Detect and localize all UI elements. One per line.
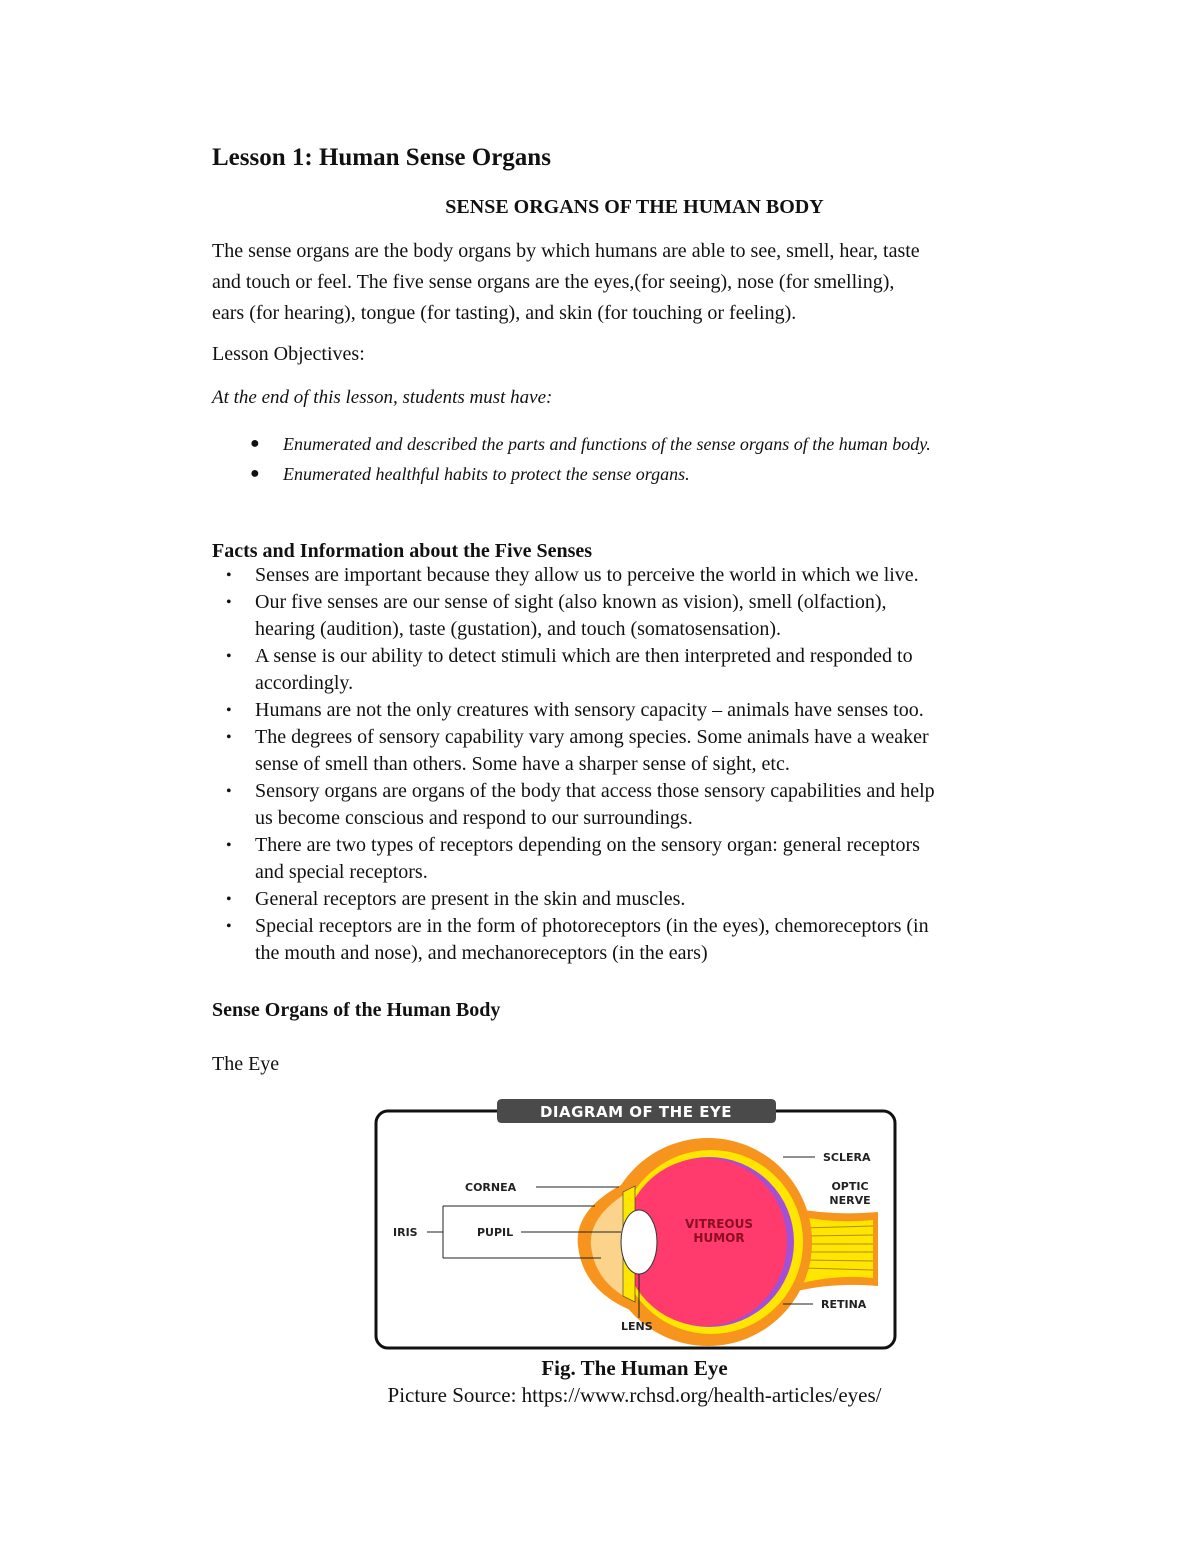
- intro-line: The sense organs are the body organs by which humans are able to see, smell, hear, taste: [212, 240, 920, 262]
- fact-item: [212, 724, 1092, 778]
- facts-heading: Facts and Information about the Five Senses: [212, 540, 593, 562]
- lesson-title: Lesson 1: Human Sense Organs: [212, 144, 551, 171]
- figure-caption: Fig. The Human Eye: [541, 1356, 728, 1380]
- fact-item: [212, 589, 1092, 643]
- fact-line: the mouth and nose), and mechanoreceptors (in the ears): [255, 942, 708, 964]
- vitreous-label-2: HUMOR: [693, 1231, 745, 1245]
- fact-line: There are two types of receptors depending on the sensory organ: general receptors: [255, 834, 920, 856]
- objectives-intro: At the end of this lesson, students must have:: [212, 387, 553, 408]
- label-optic-nerve-1: OPTIC: [831, 1180, 869, 1193]
- bullet-icon: •: [226, 567, 232, 584]
- label-iris: IRIS: [393, 1226, 418, 1239]
- label-pupil: PUPIL: [477, 1226, 514, 1239]
- intro-paragraph: [212, 236, 1092, 329]
- bullet-icon: •: [226, 918, 232, 935]
- fact-item: [212, 913, 1092, 967]
- fact-line: hearing (audition), taste (gustation), and touch (somatosensation).: [255, 618, 781, 640]
- section-heading: SENSE ORGANS OF THE HUMAN BODY: [445, 196, 824, 218]
- fact-line: Special receptors are in the form of photoreceptors (in the eyes), chemoreceptors (in: [255, 915, 929, 937]
- lens-shape: [621, 1210, 657, 1274]
- label-optic-nerve-2: NERVE: [829, 1194, 871, 1207]
- intro-line: ears (for hearing), tongue (for tasting), and skin (for touching or feeling).: [212, 302, 797, 324]
- objectives-label: Lesson Objectives:: [212, 343, 365, 365]
- fact-line: us become conscious and respond to our surroundings.: [255, 807, 693, 829]
- objectives-list: [212, 432, 1032, 492]
- fact-item: [212, 562, 1092, 589]
- vitreous-label-1: VITREOUS: [685, 1217, 753, 1231]
- eye-subheading: The Eye: [212, 1053, 280, 1075]
- fact-item: [212, 778, 1092, 832]
- label-sclera: SCLERA: [823, 1151, 871, 1164]
- objective-text: Enumerated and described the parts and functions of the sense organs of the human body.: [283, 434, 931, 454]
- fact-item: [212, 886, 1092, 913]
- bullet-icon: •: [226, 891, 232, 908]
- figure-source: Picture Source: https://www.rchsd.org/health-articles/eyes/: [387, 1383, 882, 1407]
- bullet-icon: ●: [250, 465, 260, 482]
- fact-line: General receptors are present in the skin and muscles.: [255, 888, 686, 910]
- intro-line: and touch or feel. The five sense organs are the eyes,(for seeing), nose (for smelling),: [212, 271, 895, 293]
- fact-line: Senses are important because they allow us to perceive the world in which we live.: [255, 564, 919, 586]
- bullet-icon: •: [226, 702, 232, 719]
- fact-line: The degrees of sensory capability vary among species. Some animals have a weaker: [255, 726, 929, 748]
- fact-line: and special receptors.: [255, 861, 428, 883]
- label-cornea: CORNEA: [465, 1181, 517, 1194]
- fact-line: accordingly.: [255, 672, 354, 694]
- facts-list: [212, 562, 1092, 967]
- bullet-icon: •: [226, 783, 232, 800]
- bullet-icon: •: [226, 648, 232, 665]
- bullet-icon: ●: [250, 435, 260, 452]
- eye-diagram: [373, 1096, 899, 1352]
- fact-item: [212, 643, 1092, 697]
- bullet-icon: •: [226, 594, 232, 611]
- bullet-icon: •: [226, 837, 232, 854]
- objective-item: [212, 462, 1032, 486]
- label-retina: RETINA: [821, 1298, 867, 1311]
- fact-line: A sense is our ability to detect stimuli which are then interpreted and responded to: [255, 645, 913, 667]
- fact-line: Humans are not the only creatures with sensory capacity – animals have senses too.: [255, 699, 924, 721]
- diagram-title: DIAGRAM OF THE EYE: [539, 1103, 733, 1121]
- label-lens: LENS: [621, 1320, 653, 1333]
- bullet-icon: •: [226, 729, 232, 746]
- fact-line: Our five senses are our sense of sight (also known as vision), smell (olfaction),: [255, 591, 887, 613]
- fact-item: [212, 832, 1092, 886]
- objective-item: [212, 432, 1032, 456]
- objective-text: Enumerated healthful habits to protect the sense organs.: [283, 464, 690, 484]
- fact-line: Sensory organs are organs of the body that access those sensory capabilities and help: [255, 780, 935, 802]
- fact-line: sense of smell than others. Some have a sharper sense of sight, etc.: [255, 753, 790, 775]
- fact-item: [212, 697, 1092, 724]
- organs-heading: Sense Organs of the Human Body: [212, 999, 501, 1021]
